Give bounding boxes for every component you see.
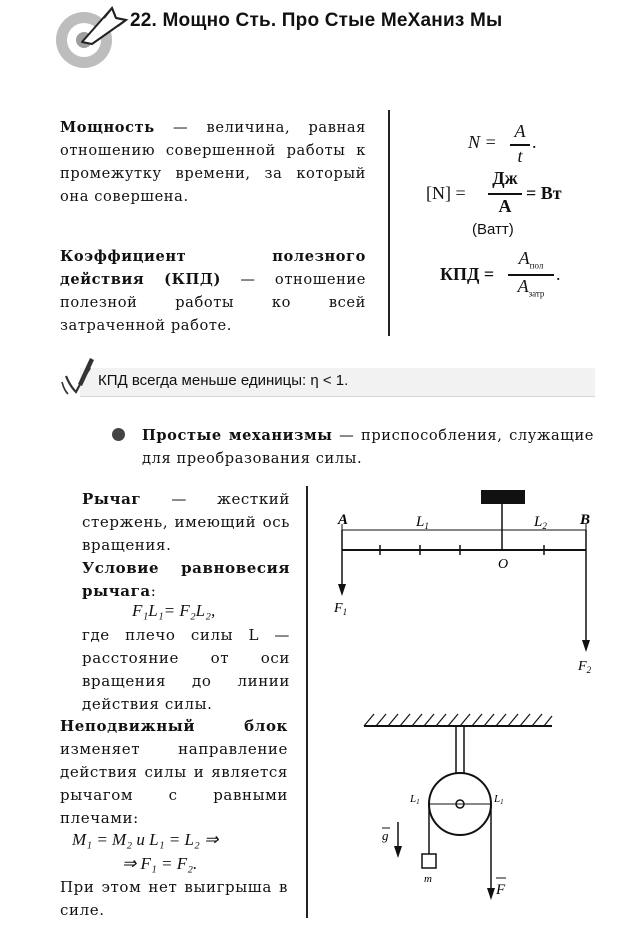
pulley-definition — [60, 715, 288, 830]
efficiency-definition-text: — отношение полезной работы ко всей затраченной работе. — [60, 271, 366, 334]
efficiency-definition — [60, 245, 366, 337]
lever-definition-text: — жесткий стержень, имеющий ось вращения. — [82, 490, 290, 554]
lever-label-b: B — [580, 512, 591, 528]
power-formula-numerator: A — [514, 121, 526, 141]
lever-label-f2: $F_2$ — [578, 659, 592, 675]
lever-label-f1: $F_1$ — [334, 601, 348, 617]
unit-formula-lhs: [N] = — [426, 183, 466, 203]
chapter-logo-icon — [52, 0, 132, 80]
chapter-number: 22. — [130, 10, 158, 31]
pulley-formula-line2: ⇒ F₁ = F₂. — [122, 854, 198, 873]
power-formula-end: . — [532, 132, 537, 152]
unit-formula-denominator: A — [498, 196, 512, 216]
kpd-formula-denominator: $A_{затр}$ — [517, 276, 545, 299]
lever-support — [481, 490, 525, 504]
pulley-label-g: g — [382, 828, 389, 843]
lever-condition-title: Условие равновесия рычага — [82, 559, 290, 600]
lever-term: Рычаг — [82, 490, 142, 508]
ceiling-hatch — [364, 714, 552, 726]
pulley-label-l1: L1 — [410, 793, 420, 806]
power-formula-denominator: t — [517, 146, 523, 166]
power-term: Мощность — [60, 119, 155, 136]
bullet-icon — [112, 428, 125, 441]
unit-formula-numerator: Дж — [492, 168, 518, 188]
efficiency-term: Коэффициент полезного действия (КПД) — [60, 248, 366, 288]
simple-machines-term: Простые механизмы — [142, 427, 333, 444]
pulley-diagram — [356, 704, 556, 916]
divider-vertical-top — [388, 110, 390, 336]
lever-formula: F₁L₁= F₂L₂, — [132, 601, 216, 620]
kpd-formula-end: . — [556, 264, 561, 284]
lever-label-l2: $L_2$ — [534, 514, 547, 531]
unit-name: (Ватт) — [472, 221, 514, 238]
simple-machines-definition — [142, 424, 594, 470]
divider-vertical-bottom — [306, 486, 308, 918]
note-text: КПД всегда меньше единицы: η < 1. — [98, 372, 349, 389]
unit-formula-rhs: = Вт — [526, 183, 562, 203]
pulley-conclusion: При этом нет выигрыша в силе. — [60, 878, 288, 919]
lever-label-o: O — [498, 557, 509, 572]
chapter-title: Мощно Сть. Про Стые МеХаниз Мы — [162, 10, 503, 31]
unit-fraction-bar — [488, 193, 522, 195]
power-formula-lhs: N = — [468, 132, 497, 152]
lever-diagram — [318, 480, 618, 690]
power-definition-text: — величина, равная отношению совершенной работы к промежутку времени, за который она совершена. — [60, 119, 366, 205]
pulley-term: Неподвижный блок — [60, 717, 288, 735]
kpd-formula-numerator: $A_{пол}$ — [518, 248, 544, 271]
pulley-label-f: F — [496, 882, 506, 898]
lever-condition: Условие равновесия рычага: — [82, 559, 290, 600]
pencil-check-icon — [60, 352, 96, 396]
lever-explanation: где плечо силы L — расстояние от оси вращения до линии действия силы. — [82, 626, 290, 713]
kpd-formula-lhs: КПД = — [440, 264, 495, 284]
power-definition — [60, 116, 366, 208]
simple-machines-definition-text: — приспособления, служащие для преобразования силы. — [142, 427, 595, 467]
page-title — [130, 10, 502, 32]
mass-block — [422, 854, 436, 868]
lever-label-a: A — [338, 512, 349, 528]
pulley-definition-text: изменяет направление действия силы и является рычагом с равными плечами: — [60, 740, 288, 827]
pulley-formula-line1: M₁ = M₂ и L₁ = L₂ ⇒ — [72, 830, 219, 849]
lever-label-l1: $L_1$ — [416, 514, 429, 531]
lever-definition — [82, 488, 290, 557]
pulley-label-m: m — [424, 873, 432, 885]
pulley-label-l2: L1 — [494, 793, 504, 806]
